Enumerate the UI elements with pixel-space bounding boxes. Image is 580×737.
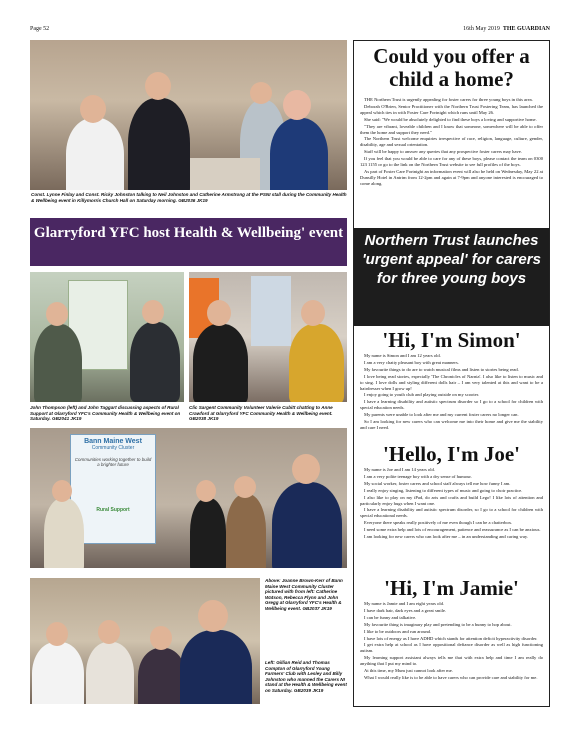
jamie-paragraph: My name is Jamie and I am eight years old. bbox=[364, 601, 445, 606]
intro-paragraph: "They are vibrant, loveable children and I know that someone, somewhere will be able to offer them the home and support they need." bbox=[360, 123, 543, 135]
simon-paragraph: So I am looking for new carers who can welcome me into their home and give me the stability and care I need. bbox=[360, 419, 543, 430]
intro-paragraph: If you feel that you would be able to care for any of these boys, please contact the team on 0300 123 1155 or go to the link on the Northern Trust website to see full profiles of the boys. bbox=[360, 156, 543, 168]
photo-carers-ni bbox=[30, 578, 260, 704]
jamie-heading: 'Hi, I'm Jamie' bbox=[384, 576, 519, 600]
joe-heading: 'Hello, I'm Joe' bbox=[382, 442, 521, 466]
simon-paragraph: I love being read stories, especially 'The Chronicles of Narnia'. I also like to listen to music and to sing. I love dolls and styling different dolls hair – I am very talented at this and want to be a hairdresser when I grow up! bbox=[360, 373, 543, 391]
event-banner: Glarryford YFC host Health & Wellbeing' event bbox=[30, 218, 347, 266]
caption-bann-maine-west: Above: Joanne Brown-Kerr of Bann Maine West Community Cluster pictured with from left: Catherine Watson, Rebecca Flynn and John Gregg at Glarryford YFC's Health & Wellbeing event. GB2037 JK19 bbox=[265, 578, 343, 611]
simon-paragraph: I enjoy going to youth club and playing outside on my scooter. bbox=[364, 392, 480, 398]
jamie-paragraph: I have dark hair, dark eyes and a great smile. bbox=[364, 607, 447, 613]
intro-paragraph: The Northern Trust welcome enquiries irrespective of race, religion, language, culture, gender, disability, age and sexual orientation. bbox=[360, 136, 543, 148]
joe-paragraph: I have a learning disability and autistic spectrum disorder, so I go to a school for children with special educational needs. bbox=[360, 507, 543, 519]
simon-heading: 'Hi, I'm Simon' bbox=[382, 328, 521, 352]
page-header bbox=[30, 24, 550, 34]
issue-date: 16th May 2019 bbox=[463, 26, 500, 32]
sign-org: Rural Support bbox=[96, 507, 130, 513]
photo-bann-maine-west bbox=[30, 428, 347, 568]
caption-rural-support: John Thompson (left) and John Taggart discussing aspects of Rural Support at Glarryford YFC's Community Health & Wellbeing event on Saturday. GB2041 JK19 bbox=[30, 405, 181, 422]
jamie-paragraph: I like to be outdoors and run around. bbox=[364, 628, 432, 634]
caption-psni-stall: Const. Lynne Finlay and Const. Ricky Johnston talking to Neil Johnston and Catherine Armstrong at the PSNI stall during the Community Health & Wellbeing event in Killymorris Church Hall on Saturday morning. GB2036 JK19 bbox=[31, 192, 347, 203]
intro-paragraph: She said: "We would be absolutely delighted to find these boys a loving and supportive home. bbox=[364, 116, 537, 122]
joe-paragraph: I am looking for new carers who can look after me – in an understanding and caring way. bbox=[364, 534, 528, 540]
intro-paragraph: Staff will be happy to answer any queries that any prospective foster carers may have. bbox=[364, 149, 522, 155]
simon-profile bbox=[360, 353, 543, 432]
joe-paragraph: My social worker, foster carers and school staff always tell me how funny I am. bbox=[364, 480, 511, 486]
intro-paragraph: THE Northern Trust is urgently appealing for foster carers for three young boys in this area. bbox=[364, 97, 533, 102]
simon-paragraph: I have a learning disability and autistic spectrum disorder so I go to a school for children with special education needs. bbox=[360, 399, 543, 411]
intro-paragraph: Deborah O'Brien, Senior Practitioner with the Northern Trust Fostering Team, has launched the appeal which ties in with Foster Care Fortnight which runs until May 26. bbox=[360, 103, 543, 115]
article-subheading: Northern Trust launches 'urgent appeal' for carers for three young boys bbox=[354, 228, 549, 326]
sign-subtitle: Community Cluster bbox=[91, 445, 135, 451]
page-number: Page 52 bbox=[30, 26, 50, 32]
joe-paragraph: I really enjoy singing, listening to different types of music and going to choir practice. bbox=[364, 487, 523, 493]
article-headline: Could you offer a child a home? bbox=[373, 44, 530, 91]
jamie-paragraph: My learning support assistant always tells me that with extra help and time I am really do anything that I put my mind to. bbox=[360, 655, 543, 667]
jamie-paragraph: What I would really like is to be able to have carers who can provide care and stability for me. bbox=[364, 674, 538, 680]
caption-clic-sargent: Clic Sargent Community Volunteer Valerie Cubitt chatting to Anne Crawford at Glarryford YFC Community Health & Wellbeing event. GB2038 JK19 bbox=[189, 405, 333, 422]
foster-care-article bbox=[353, 40, 550, 707]
intro-paragraph: As part of Foster Care Fortnight an information event will also be held on Wednesday, May 22 at Dunsilly Hotel in Antrim from 12-2pm and again at 7-9pm and anyone interested is encouraged to come along. bbox=[360, 168, 543, 186]
jamie-profile bbox=[360, 601, 543, 682]
jamie-paragraph: My favourite thing is imaginary play and pretending to be a bunny to hop about. bbox=[364, 621, 512, 627]
simon-paragraph: My parents were unable to look after me and my current foster carers no longer can. bbox=[364, 412, 519, 418]
simon-paragraph: My favourite things to do are to watch musical films and listen to stories being read. bbox=[364, 366, 519, 372]
joe-paragraph: I am a very polite teenage boy with a dry sense of humour. bbox=[364, 473, 472, 479]
jamie-paragraph: I can be funny and talkative. bbox=[364, 614, 417, 620]
joe-paragraph: My name is Joe and I am 14 years old. bbox=[364, 467, 435, 472]
simon-paragraph: My name is Simon and I am 12 years old. bbox=[364, 353, 441, 358]
article-intro bbox=[360, 97, 543, 188]
publication-name: THE GUARDIAN bbox=[502, 26, 550, 32]
jamie-paragraph: I have lots of energy as I have ADHD which stands for attention deficit hyperactivity disorder. bbox=[364, 635, 538, 641]
sign-tagline: Communities working together to build a brighter future bbox=[74, 457, 152, 467]
jamie-paragraph: I get extra help at school as I have oppositional defiance disorder as well as high functioning autism. bbox=[360, 642, 543, 654]
joe-paragraph: Everyone there speaks really positively of me even though I can be a chatterbox. bbox=[364, 520, 513, 526]
joe-profile bbox=[360, 467, 543, 541]
photo-clic-sargent bbox=[189, 272, 347, 402]
simon-paragraph: I am a very chatty pleasant boy with great manners. bbox=[364, 359, 459, 365]
sign-title: Bann Maine West bbox=[84, 438, 142, 445]
caption-carers-ni: Left: Gillian Reid and Thomas Compton of Glarryford Young Farmers' Club with Lesley and Billy Johnston who manned the Carers NI stand at the Health & Wellbeing event on Saturday. GB2039 JK19 bbox=[265, 660, 347, 693]
photo-psni-stall bbox=[30, 40, 347, 190]
joe-paragraph: I need some extra help and lots of encouragement, patience and reassurance as I can be anxious. bbox=[364, 527, 541, 533]
joe-paragraph: I also like to play on my iPad, do arts and crafts and build Lego! I like lots of attention and particularly enjoy hugs when I want one. bbox=[360, 494, 543, 506]
jamie-paragraph: At this time, my Mum just cannot look after me. bbox=[364, 668, 453, 674]
photo-rural-support bbox=[30, 272, 184, 402]
